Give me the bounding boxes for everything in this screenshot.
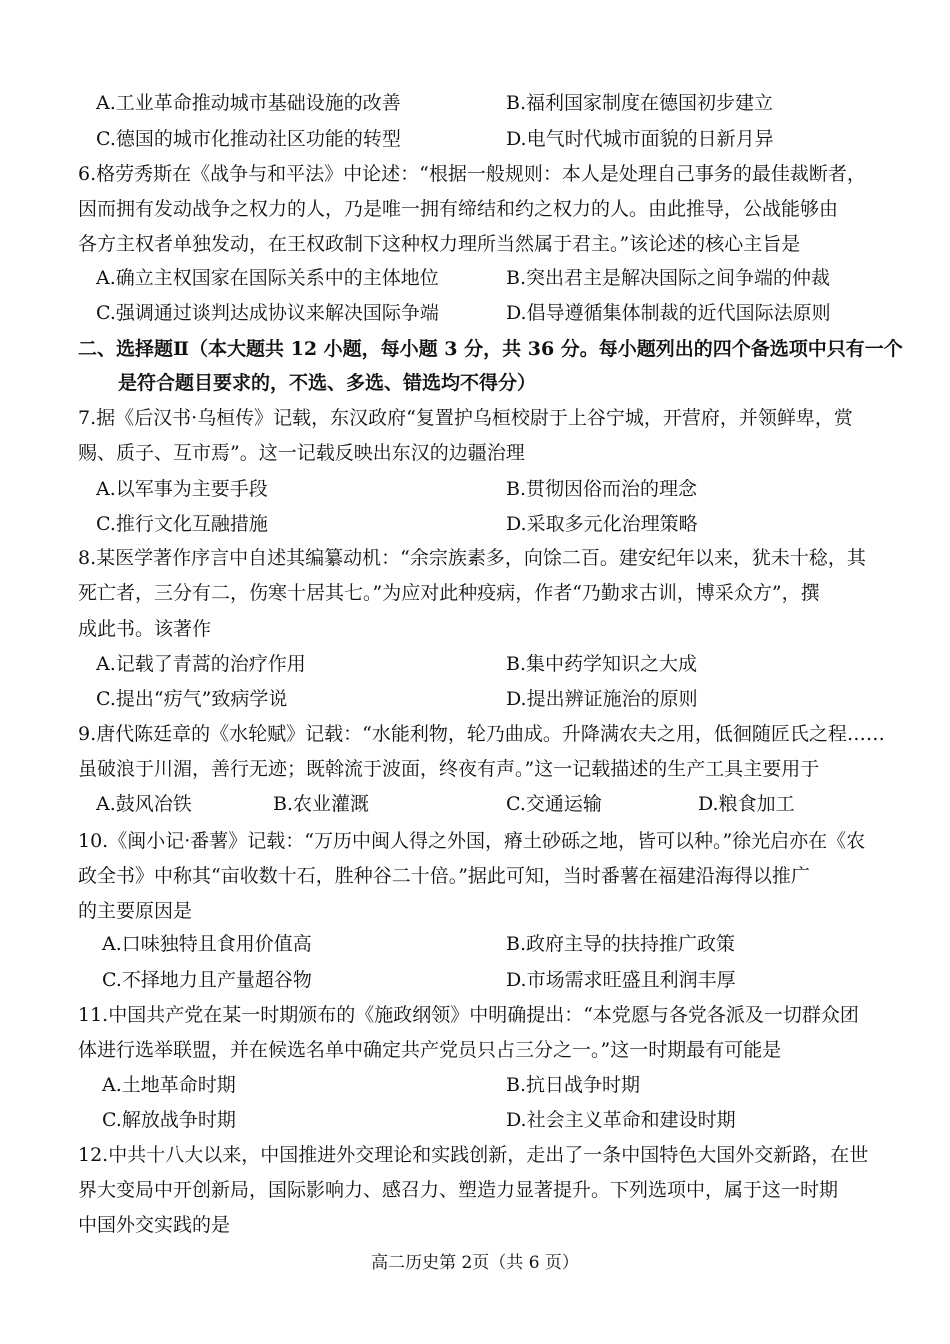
section-2-heading-cont: 是符合题目要求的，不选、多选、错选均不得分）	[118, 372, 537, 394]
q11-option-d: D.社会主义革命和建设时期	[506, 1109, 736, 1131]
q10-stem-line-1: 10.《闽小记·番薯》记载：“万历中闽人得之外国，瘠土砂砾之地，皆可以种。”徐光启亦在《农	[78, 830, 866, 852]
q10-option-c: C.不择地力且产量超谷物	[102, 969, 312, 991]
q7-stem-line-1: 7.据《后汉书·乌桓传》记载，东汉政府“复置护乌桓校尉于上谷宁城，开营府，并领鲜卑，赏	[78, 407, 853, 429]
q8-option-d: D.提出辨证施治的原则	[506, 688, 698, 710]
q11-option-a: A.土地革命时期	[102, 1074, 236, 1096]
q5-option-c: C.德国的城市化推动社区功能的转型	[96, 128, 401, 150]
q5-option-b: B.福利国家制度在德国初步建立	[506, 92, 774, 114]
q9-stem-line-2: 虽破浪于川湄，善行无迹；既斡流于波面，终夜有声。”这一记载描述的生产工具主要用于	[78, 758, 820, 780]
q6-option-b: B.突出君主是解决国际之间争端的仲裁	[506, 267, 831, 289]
q9-option-d: D.粮食加工	[698, 793, 795, 815]
q9-option-a: A.鼓风冶铁	[96, 793, 192, 815]
q6-stem-line-2: 因而拥有发动战争之权力的人，乃是唯一拥有缔结和约之权力的人。由此推导，公战能够由	[78, 198, 839, 220]
q6-option-a: A.确立主权国家在国际关系中的主体地位	[96, 267, 439, 289]
q12-stem-line-1: 12.中共十八大以来，中国推进外交理论和实践创新，走出了一条中国特色大国外交新路，在世	[78, 1144, 869, 1166]
q5-option-a: A.工业革命推动城市基础设施的改善	[96, 92, 401, 114]
q8-stem-line-3: 成此书。该著作	[78, 618, 212, 640]
q7-option-d: D.采取多元化治理策略	[506, 513, 698, 535]
q7-option-a: A.以军事为主要手段	[96, 478, 268, 500]
page-footer: 高二历史第 2页（共 6 页）	[371, 1253, 579, 1273]
section-2-heading: 二、选择题Ⅱ（本大题共 12 小题，每小题 3 分，共 36 分。每小题列出的四个备选项中只有一个	[78, 338, 903, 360]
q10-option-a: A.口味独特且食用价值高	[102, 933, 312, 955]
q12-stem-line-3: 中国外交实践的是	[78, 1214, 231, 1236]
q10-option-d: D.市场需求旺盛且利润丰厚	[506, 969, 736, 991]
q8-option-c: C.提出“疠气”致病学说	[96, 688, 288, 710]
q7-option-b: B.贯彻因俗而治的理念	[506, 478, 698, 500]
q7-option-c: C.推行文化互融措施	[96, 513, 268, 535]
q6-stem-line-1: 6.格劳秀斯在《战争与和平法》中论述：“根据一般规则：本人是处理自己事务的最佳裁断者，	[78, 163, 866, 185]
q8-stem-line-2: 死亡者，三分有二，伤寒十居其七。”为应对此种疫病，作者“乃勤求古训，博采众方”，撰	[78, 582, 820, 604]
q11-stem-line-2: 体进行选举联盟，并在候选名单中确定共产党员只占三分之一。”这一时期最有可能是	[78, 1039, 782, 1061]
q11-stem-line-1: 11.中国共产党在某一时期颁布的《施政纲领》中明确提出：“本党愿与各党各派及一切群众团	[78, 1004, 859, 1026]
q6-option-c: C.强调通过谈判达成协议来解决国际争端	[96, 302, 439, 324]
q10-option-b: B.政府主导的扶持推广政策	[506, 933, 736, 955]
q9-option-c: C.交通运输	[506, 793, 602, 815]
q10-stem-line-3: 的主要原因是	[78, 900, 193, 922]
q8-option-a: A.记载了青蒿的治疗作用	[96, 653, 306, 675]
q5-option-d: D.电气时代城市面貌的日新月异	[506, 128, 774, 150]
q10-stem-line-2: 政全书》中称其“亩收数十石，胜种谷二十倍。”据此可知，当时番薯在福建沿海得以推广	[78, 865, 810, 887]
q7-stem-line-2: 赐、质子、互市焉”。这一记载反映出东汉的边疆治理	[78, 442, 525, 464]
q12-stem-line-2: 界大变局中开创新局，国际影响力、感召力、塑造力显著提升。下列选项中，属于这一时期	[78, 1179, 839, 1201]
q9-stem-line-1: 9.唐代陈廷章的《水轮赋》记载：“水能利物，轮乃曲成。升降满农夫之用，低徊随匠氏之程……	[78, 723, 885, 745]
q8-stem-line-1: 8.某医学著作序言中自述其编纂动机：“余宗族素多，向馀二百。建安纪年以来，犹未十稔，其	[78, 547, 866, 569]
q6-option-d: D.倡导遵循集体制裁的近代国际法原则	[506, 302, 831, 324]
q6-stem-line-3: 各方主权者单独发动，在王权政制下这种权力理所当然属于君主。”该论述的核心主旨是	[78, 233, 801, 255]
q9-option-b: B.农业灌溉	[273, 793, 370, 815]
q11-option-c: C.解放战争时期	[102, 1109, 236, 1131]
q8-option-b: B.集中药学知识之大成	[506, 653, 698, 675]
q11-option-b: B.抗日战争时期	[506, 1074, 641, 1096]
